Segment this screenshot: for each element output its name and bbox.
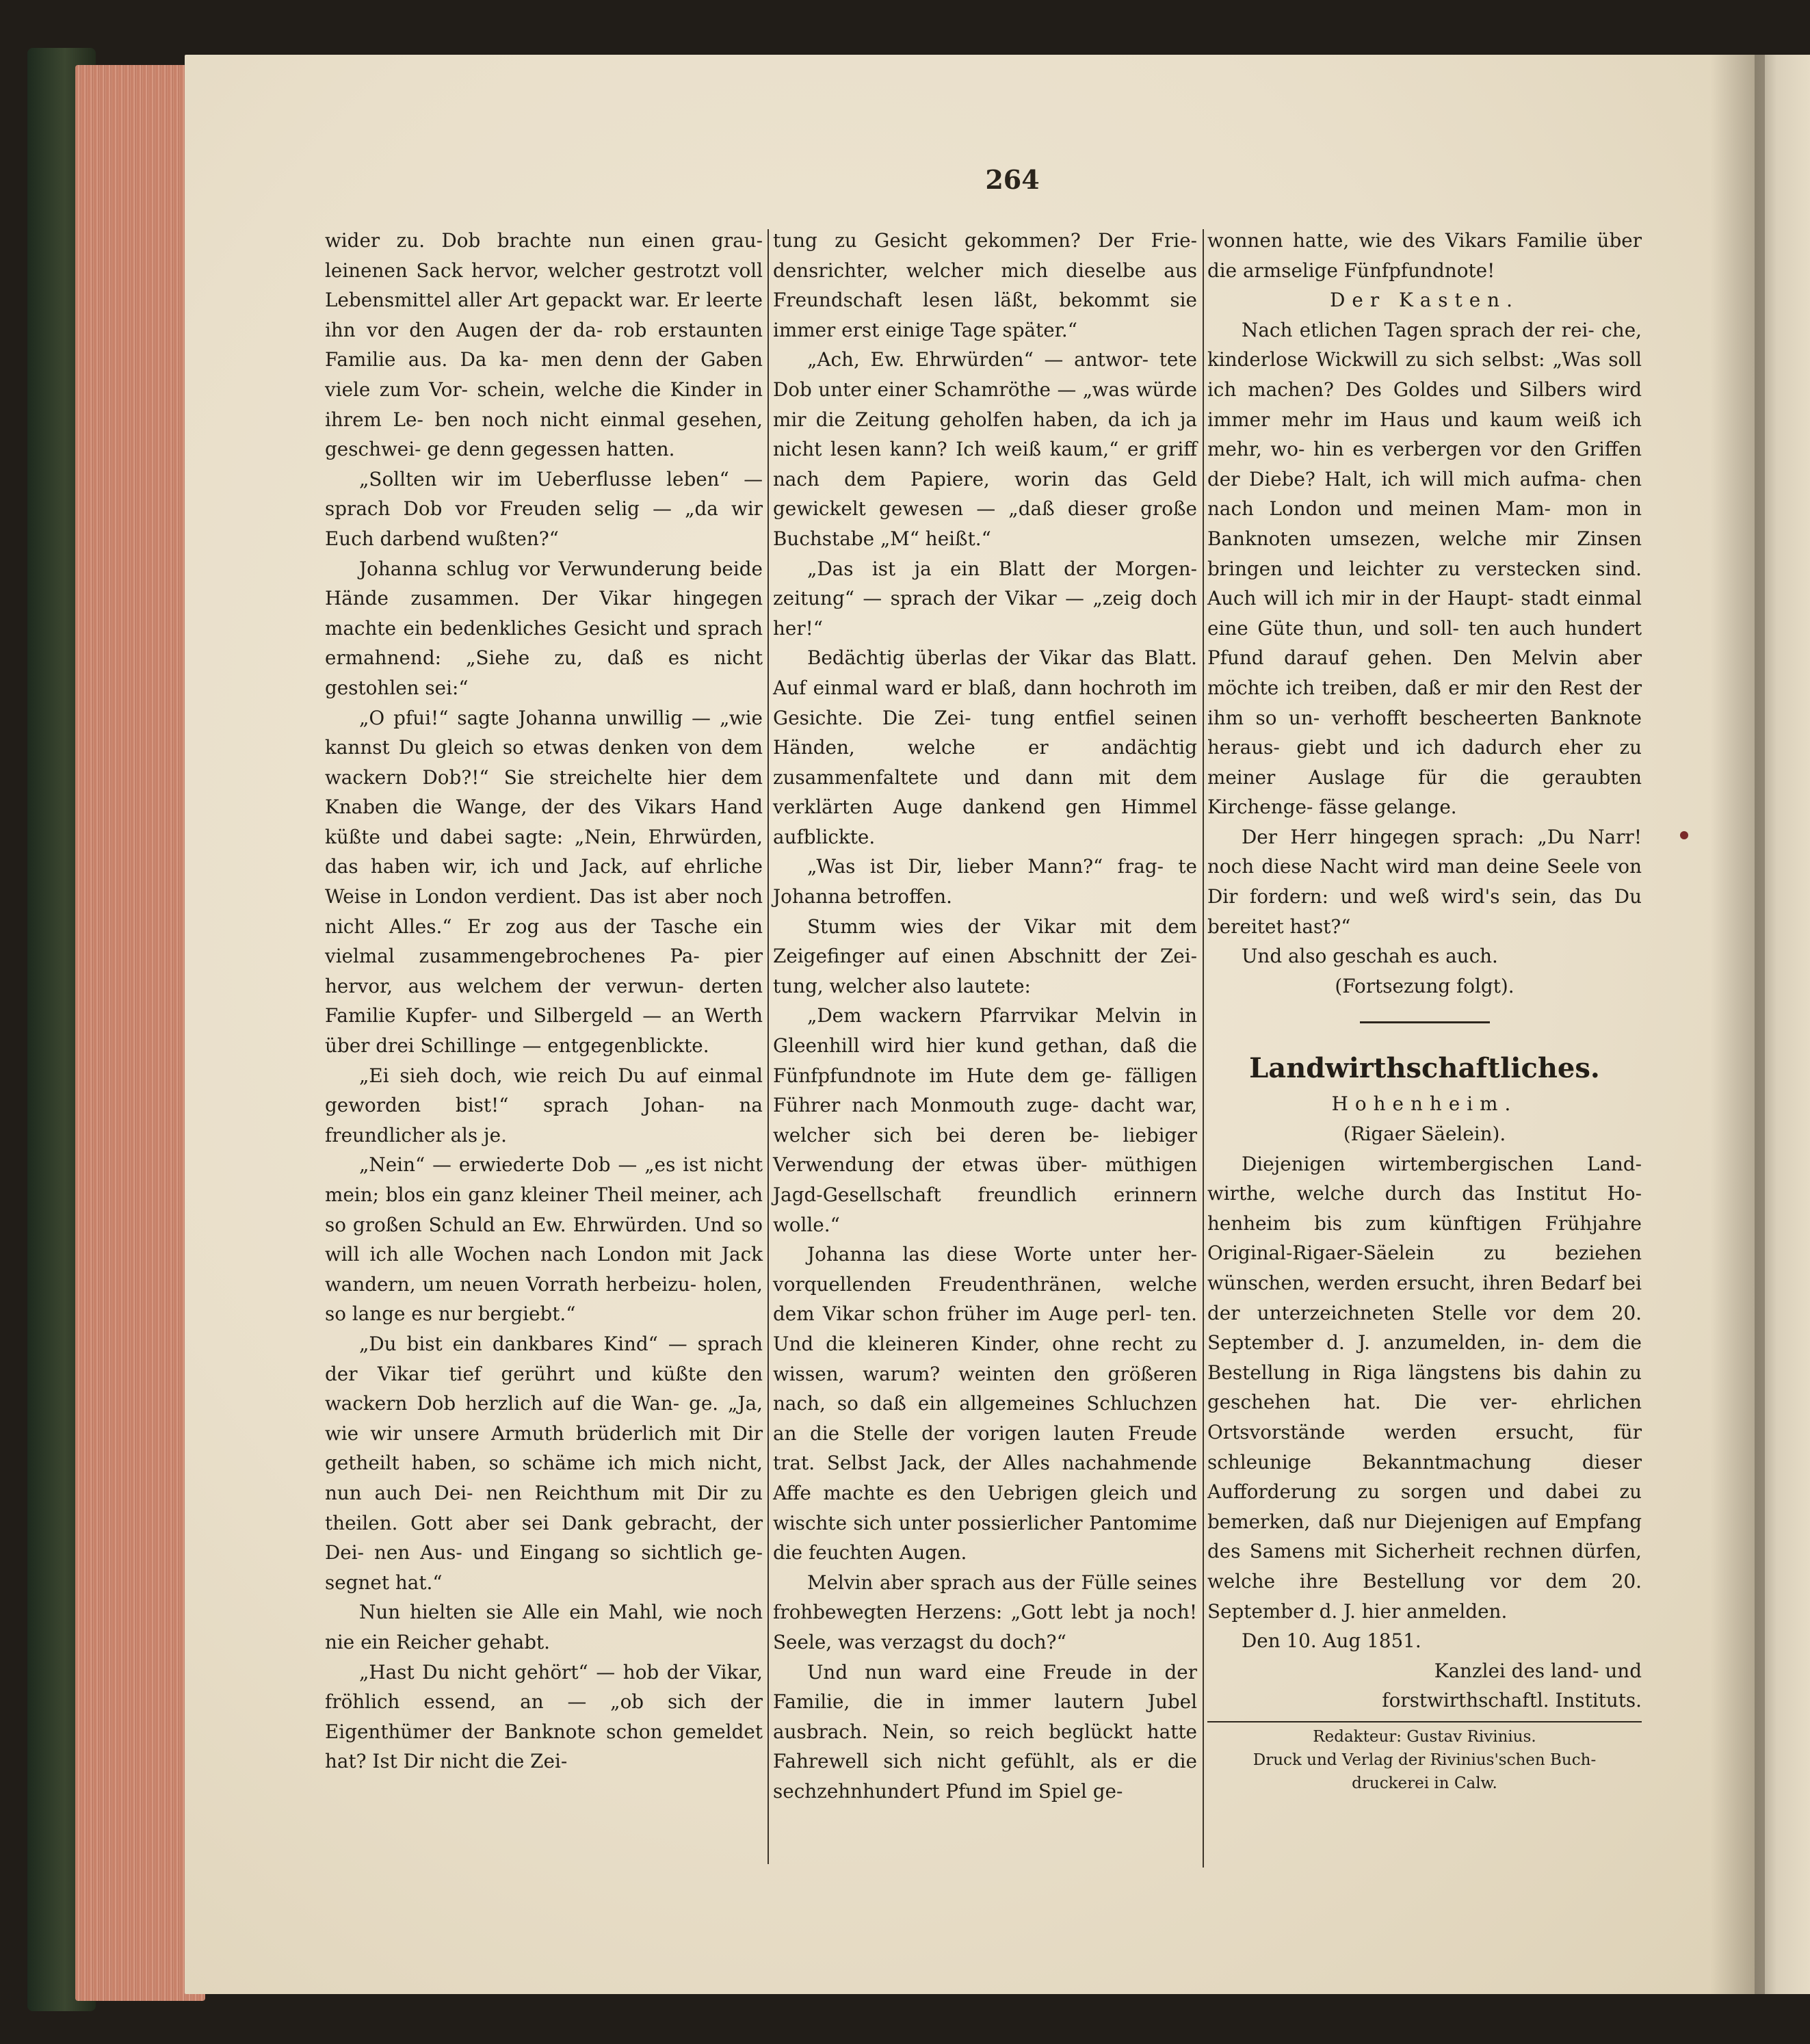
paragraph: „Du bist ein dankbares Kind“ — sprach der Vikar tief gerührt und küßte den wackern Dob herzlich auf die Wan- ge. „Ja, wie wir unsere Armuth brüderlich mit Dir getheilt haben, so schäme ich mich nicht, nun auch Dei- nen Reichthum mit Dir zu theilen. Gott aber sei Dank gebracht, der Dei- nen Aus- und Eingang so sichtlich ge- segnet hat.“ [325, 1332, 763, 1594]
paragraph: Johanna las diese Worte unter her- vorquellenden Freudenthränen, welche dem Vikar schon früher im Auge perl- ten. Und die kleineren Kinder, ohne recht zu wissen, warum? weinten den größeren nach, so daß ein allgemeines Schluchzen an die Stelle der vorigen lauten Freude trat. Selbst Jack, der Alles nachahmende Affe machte es den Uebrigen gleich und wischte sich unter possierlicher Pantomime die feuchten Augen. [773, 1243, 1197, 1564]
section-heading: Landwirthschaftliches. [1249, 1052, 1600, 1085]
column-rule-1 [768, 229, 769, 1864]
column-1 [325, 226, 763, 1777]
paragraph: Melvin aber sprach aus der Fülle seines frohbewegten Herzens: „Gott lebt ja noch! Seele, was verzagst du doch?“ [773, 1571, 1197, 1653]
notice-date: Den 10. Aug 1851. [1242, 1629, 1421, 1653]
paragraph: „Nein“ — erwiederte Dob — „es ist nicht mein; blos ein ganz kleiner Theil meiner, ach so großen Schuld an Ew. Ehrwürden. Und so will ich alle Wochen nach London mit Jack wandern, um neuen Vorrath herbeizu- holen, so lange es nur bergiebt.“ [325, 1153, 763, 1326]
signature-line-1: Kanzlei des land- und [1434, 1659, 1642, 1682]
paragraph: „Das ist ja ein Blatt der Morgen- zeitung“ — sprach der Vikar — „zeig doch her!“ [773, 557, 1197, 640]
paragraph: wonnen hatte, wie des Vikars Familie über die armselige Fünfpfundnote! [1207, 229, 1642, 282]
paragraph: „Ach, Ew. Ehrwürden“ — antwor- tete Dob unter einer Schamröthe — „was würde mir die Zeitung geholfen haben, da ich ja nicht lesen kann? Ich weiß kaum,“ er griff nach dem Papiere, worin das Geld gewickelt gewesen — „daß dieser große Buchstabe „M“ heißt.“ [773, 348, 1197, 550]
imprint-printer: druckerei in Calw. [1352, 1774, 1497, 1792]
story-subheading: Der Kasten. [1330, 289, 1519, 312]
section-divider [1360, 1021, 1490, 1023]
paragraph: tung zu Gesicht gekommen? Der Frie- densrichter, welcher mich dieselbe aus Freundschaft lesen läßt, bekommt sie immer erst einige Tage später.“ [773, 229, 1197, 341]
paragraph: Und also geschah es auch. [1242, 945, 1498, 968]
paragraph: Bedächtig überlas der Vikar das Blatt. Auf einmal ward er blaß, dann hochroth im Gesichte. Die Zei- tung entfiel seinen Händen, welche er andächtig zusammenfaltete und dann mit dem verklärten Auge dankend gen Himmel aufblickte. [773, 646, 1197, 848]
place-subheading: (Rigaer Säelein). [1343, 1123, 1506, 1146]
paragraph: Und nun ward eine Freude in der Familie, die in immer lautern Jubel ausbrach. Nein, so reich beglückt hatte Fahrewell sich nicht gefühlt, als er die sechzehnhundert Pfund im Spiel ge- [773, 1660, 1197, 1803]
notice-text: Diejenigen wirtembergischen Land- wirthe, welche durch das Institut Ho- henheim bis zum künftigen Frühjahre Original-Rigaer-Säelein zu beziehen wünschen, werden ersucht, ihren Bedarf bei der unterzeichneten Stelle vor dem 20. September d. J. anzumelden, in- dem die Bestellung in Riga längstens bis dahin zu geschehen hat. Die ver- ehrlichen Ortsvorstände werden ersucht, für schleunige Bekanntmachung dieser Aufforderung zu sorgen und dabei zu bemerken, daß nur Diejenigen auf Empfang des Samens mit Sicherheit rechnen dürfen, welche ihre Bestellung vor dem 20. September d. J. hier anmelden. [1207, 1152, 1642, 1623]
paragraph: „O pfui!“ sagte Johanna unwillig — „wie kannst Du gleich so etwas denken von dem wackern Dob?!“ Sie streichelte hier dem Knaben die Wange, der des Vikars Hand küßte und dabei sagte: „Nein, Ehrwürden, das haben wir, ich und Jack, auf ehrliche Weise in London verdient. Das ist aber noch nicht Alles.“ Er zog aus der Tasche ein vielmal zusammengebrochenes Pa- pier hervor, aus welchem der verwun- derten Familie Kupfer- und Silbergeld — an Werth über drei Schillinge — entgegenblickte. [325, 706, 763, 1058]
paragraph: „Sollten wir im Ueberflusse leben“ — sprach Dob vor Freuden selig — „da wir Euch darbend wußten?“ [325, 467, 763, 550]
imprint-editor: Redakteur: Gustav Rivinius. [1313, 1727, 1536, 1746]
column-rule-2 [1203, 229, 1204, 1868]
imprint-rule [1207, 1721, 1642, 1722]
paragraph: wider zu. Dob brachte nun einen grau- leinenen Sack hervor, welcher gestrotzt voll Lebensmittel aller Art gepackt war. Er leerte ihn vor den Augen der da- rob erstaunten Familie aus. Da ka- men denn der Gaben viele zum Vor- schein, welche die Kinder in ihrem Le- ben noch nicht einmal gesehen, geschwei- ge denn gegessen hatten. [325, 229, 763, 461]
paragraph: Stumm wies der Vikar mit dem Zeigefinger auf einen Abschnitt der Zei- tung, welcher also lautete: [773, 915, 1197, 997]
place-heading: Hohenheim. [1331, 1092, 1518, 1116]
continuation-note: (Fortsezung folgt). [1335, 974, 1514, 997]
paragraph: Johanna schlug vor Verwunderung beide Hände zusammen. Der Vikar hingegen machte ein bedenkliches Gesicht und sprach ermahnend: „Siehe zu, daß es nicht gestohlen sei:“ [325, 557, 763, 699]
paragraph: „Ei sieh doch, wie reich Du auf einmal geworden bist!“ sprach Johan- na freundlicher als je. [325, 1064, 763, 1147]
paragraph: „Was ist Dir, lieber Mann?“ frag- te Johanna betroffen. [773, 855, 1197, 908]
paragraph: Der Herr hingegen sprach: „Du Narr! noch diese Nacht wird man deine Seele von Dir fordern: und weß wird's sein, das Du bereitet hast?“ [1207, 825, 1642, 938]
imprint-publisher: Druck und Verlag der Rivinius'schen Buch- [1252, 1751, 1597, 1769]
column-3 [1207, 226, 1642, 1795]
signature-line-2: forstwirthschaftl. Instituts. [1382, 1689, 1642, 1712]
page-gutter-shadow [1710, 55, 1765, 1994]
ink-spot [1680, 831, 1688, 839]
paragraph: Nun hielten sie Alle ein Mahl, wie noch nie ein Reicher gehabt. [325, 1601, 763, 1653]
paragraph: Nach etlichen Tagen sprach der rei- che, kinderlose Wickwill zu sich selbst: „Was soll ich machen? Des Goldes und Silbers wird immer mehr im Haus und kaum weiß ich mehr, wo- hin es verbergen vor den Griffen der Diebe? Halt, ich will mich aufma- chen nach London und meinen Mam- mon in Banknoten umsezen, welche mir Zinsen bringen und leichter zu verstecken sind. Auch will ich mir in der Haupt- stadt einmal eine Güte thun, und soll- ten auch hundert Pfund darauf gehen. Den Melvin aber möchte ich treiben, daß er mir den Rest der ihm so un- verhofft bescheerten Banknote heraus- giebt und ich dadurch eher zu meiner Auslage für die geraubten Kirchenge- fässe gelange. [1207, 318, 1642, 819]
page-number: 264 [985, 164, 1040, 195]
column-2 [773, 226, 1197, 1806]
paragraph: „Hast Du nicht gehört“ — hob der Vikar, fröhlich essend, an — „ob sich der Eigenthümer der Banknote schon gemeldet hat? Ist Dir nicht die Zei- [325, 1660, 763, 1773]
quoted-notice: „Dem wackern Pfarrvikar Melvin in Gleenhill wird hier kund gethan, daß die Fünfpfundnote im Hute dem ge- fälligen Führer nach Monmouth zuge- dacht war, welcher sich bei deren be- liebiger Verwendung der etwas über- müthigen Jagd-Gesellschaft freundlich erinnern wolle.“ [773, 1004, 1197, 1236]
